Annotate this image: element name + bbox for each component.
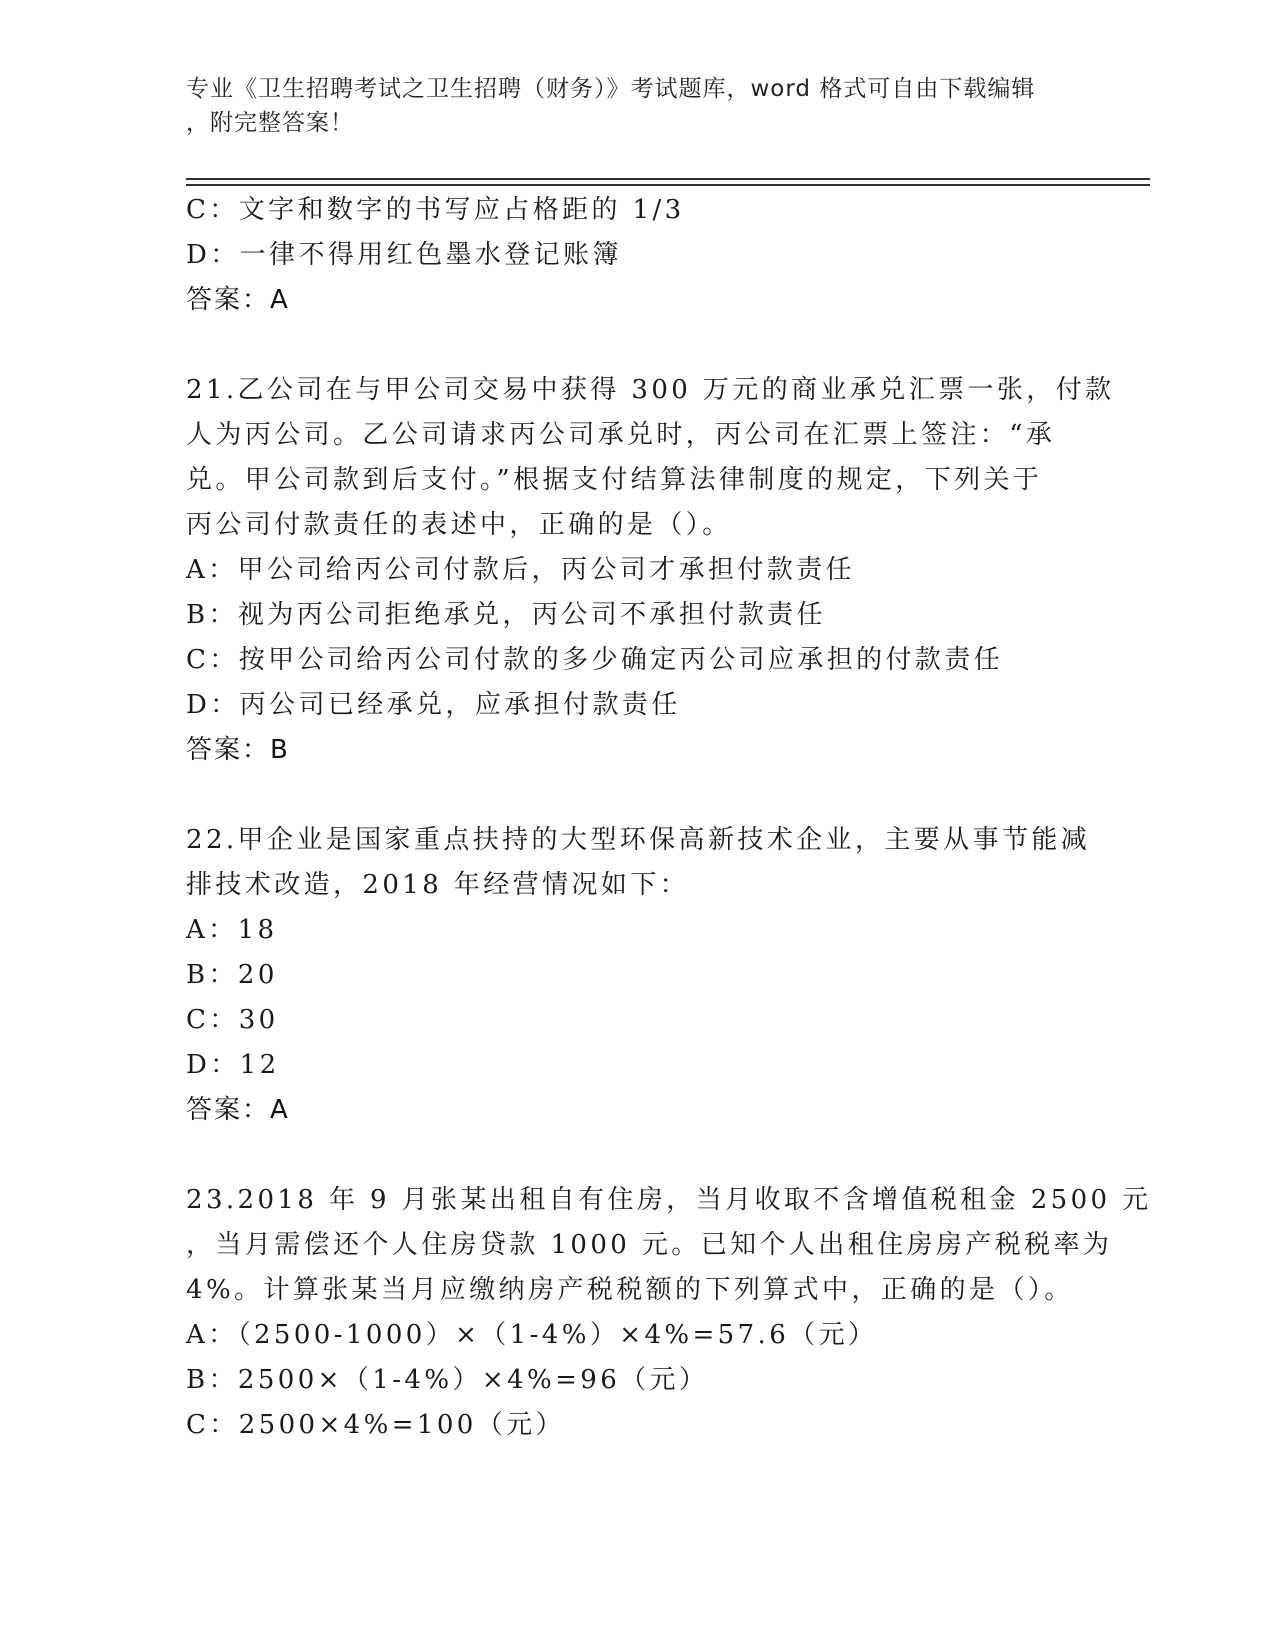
option-c: C：按甲公司给丙公司付款的多少确定丙公司应承担的付款责任 xyxy=(186,645,1004,675)
answer-label: 答案：B xyxy=(186,735,290,765)
option-c: C：2500×4%=100（元） xyxy=(186,1410,565,1440)
spacer xyxy=(186,1133,1086,1178)
header-line-1: 专业《卫生招聘考试之卫生招聘（财务）》考试题库，word 格式可自由下载编辑 xyxy=(186,76,1036,102)
option-b: B：2500×（1-4%）×4%=96（元） xyxy=(186,1365,709,1395)
option-b: B：20 xyxy=(186,960,278,990)
question-stem-line: 丙公司付款责任的表述中，正确的是（）。 xyxy=(186,510,732,540)
question-stem-line: 排技术改造，2018 年经营情况如下： xyxy=(186,870,690,900)
question-list xyxy=(186,188,1152,1448)
question-stem-line: 人为丙公司。乙公司请求丙公司承兑时，丙公司在汇票上签注：“承 xyxy=(186,420,1056,450)
question-stem-line: 23.2018 年 9 月张某出租自有住房，当月收取不含增值税租金 2500 元 xyxy=(186,1185,1152,1215)
answer-label: 答案：A xyxy=(186,285,290,315)
option-a: A：18 xyxy=(186,915,278,945)
spacer xyxy=(186,773,1086,818)
spacer xyxy=(186,323,1086,368)
header-divider-bottom xyxy=(186,184,1150,186)
option-d: D：丙公司已经承兑，应承担付款责任 xyxy=(186,690,681,720)
question-23 xyxy=(186,1178,1152,1448)
option-b: B：视为丙公司拒绝承兑，丙公司不承担付款责任 xyxy=(186,600,826,630)
answer-label: 答案：A xyxy=(186,1095,290,1125)
option-a: A：（2500-1000）×（1-4%）×4%=57.6（元） xyxy=(186,1320,878,1350)
header-line-2: ，附完整答案！ xyxy=(186,110,354,136)
option-c: C：30 xyxy=(186,1005,279,1035)
question-20-continuation xyxy=(186,188,1086,323)
option-c: C：文字和数字的书写应占格距的 1/3 xyxy=(186,195,685,225)
question-stem-line: 21.乙公司在与甲公司交易中获得 300 万元的商业承兑汇票一张，付款 xyxy=(186,375,1115,405)
question-22 xyxy=(186,818,1091,1133)
question-stem-line: 兑。甲公司款到后支付。”根据支付结算法律制度的规定，下列关于 xyxy=(186,465,1043,495)
question-21 xyxy=(186,368,1115,773)
option-d: D：一律不得用红色墨水登记账簿 xyxy=(186,240,622,270)
option-d: D：12 xyxy=(186,1050,280,1080)
option-a: A：甲公司给丙公司付款后，丙公司才承担付款责任 xyxy=(186,555,855,585)
question-stem-line: ，当月需偿还个人住房贷款 1000 元。已知个人出租住房房产税税率为 xyxy=(186,1230,1113,1260)
header-divider-top xyxy=(186,178,1150,180)
document-header xyxy=(186,72,1086,140)
question-stem-line: 22.甲企业是国家重点扶持的大型环保高新技术企业，主要从事节能减 xyxy=(186,825,1091,855)
question-stem-line: 4%。计算张某当月应缴纳房产税税额的下列算式中，正确的是（）。 xyxy=(186,1275,1074,1305)
